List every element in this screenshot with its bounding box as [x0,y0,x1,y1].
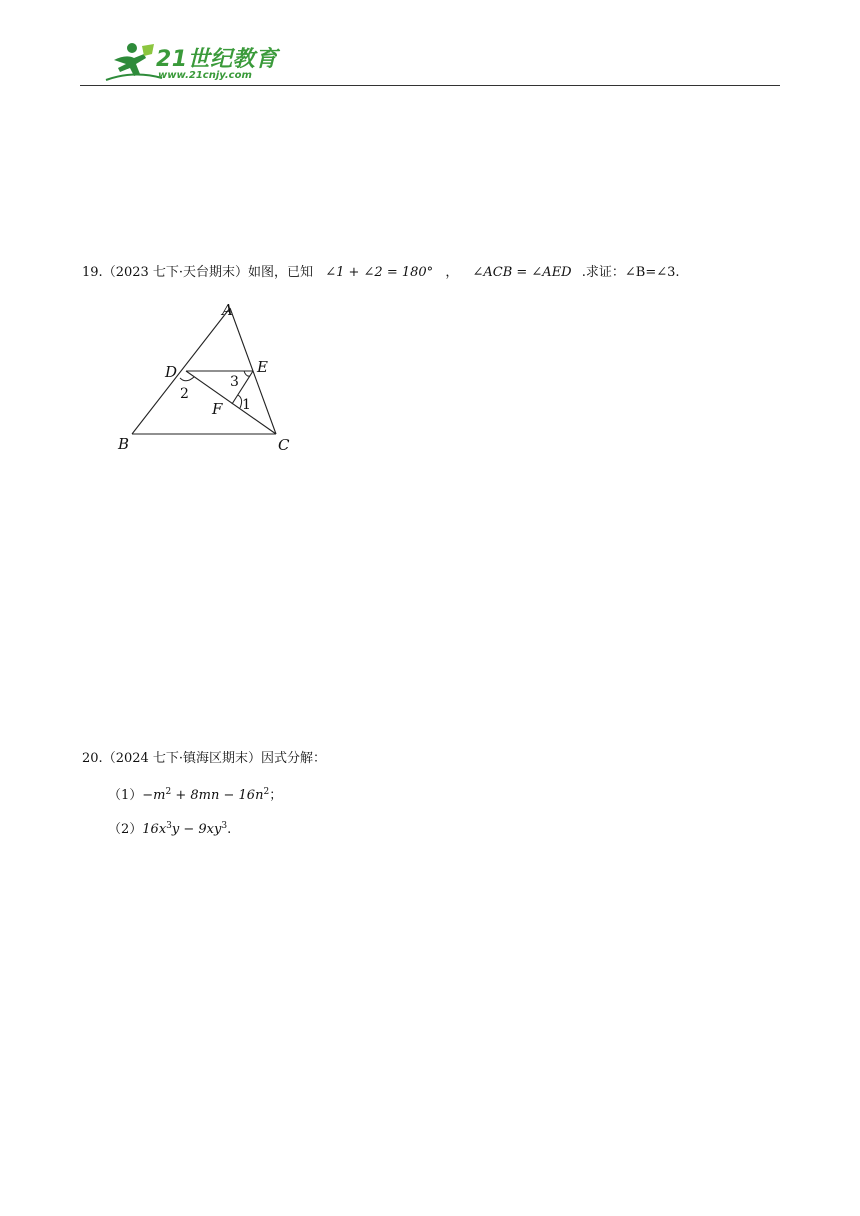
logo-url: www.21cnjy.com [158,70,252,81]
exponent: 3 [221,821,228,831]
page-header [80,38,780,88]
condition-angle-sum: ∠1 + ∠2 = 180° [325,265,434,280]
question-source: （2023 七下·天台期末） [102,265,249,280]
subquestion-2 [108,817,231,839]
subquestion-label: （2） [108,822,143,837]
angle-2-arc [180,377,194,381]
angle-2-label: 2 [180,386,189,402]
separator: ， [445,265,459,280]
condition-angle-equal: ∠ACB = ∠AED [472,265,572,280]
triangle-figure [110,298,310,458]
question-prompt: 因式分解： [261,751,327,766]
label-b: B [118,435,130,453]
angle-1-label: 1 [242,397,251,413]
label-c: C [278,436,290,454]
label-f: F [212,400,223,418]
expression-part: −m [142,788,166,803]
subquestion-1 [108,783,282,805]
angle-3-label: 3 [230,374,239,390]
angle-3-arc [244,371,250,376]
exponent: 2 [263,787,270,797]
expression-part: y − 9xy [171,822,222,837]
label-a: A [222,301,233,319]
subquestion-label: （1） [108,788,143,803]
expression-end: ； [269,788,283,803]
exponent: 3 [166,821,172,831]
question-number: 19. [82,265,103,280]
expression-part: 16x [142,822,167,837]
label-e: E [257,358,268,376]
exponent: 2 [165,787,172,797]
question-number: 20. [82,751,103,766]
header-rule [80,85,780,86]
expression-part: + 8mn − 16n [171,788,264,803]
runner-logo-icon [104,40,164,84]
question-19 [82,264,680,282]
question-intro: 如图，已知 [248,265,314,280]
expression-end: . [227,822,232,837]
proof-goal: .求证：∠B=∠3. [581,265,680,280]
question-20 [82,750,326,768]
label-d: D [165,363,178,381]
question-source: （2024 七下·镇海区期末） [102,751,262,766]
logo-text: 21世纪教育 [156,47,278,72]
